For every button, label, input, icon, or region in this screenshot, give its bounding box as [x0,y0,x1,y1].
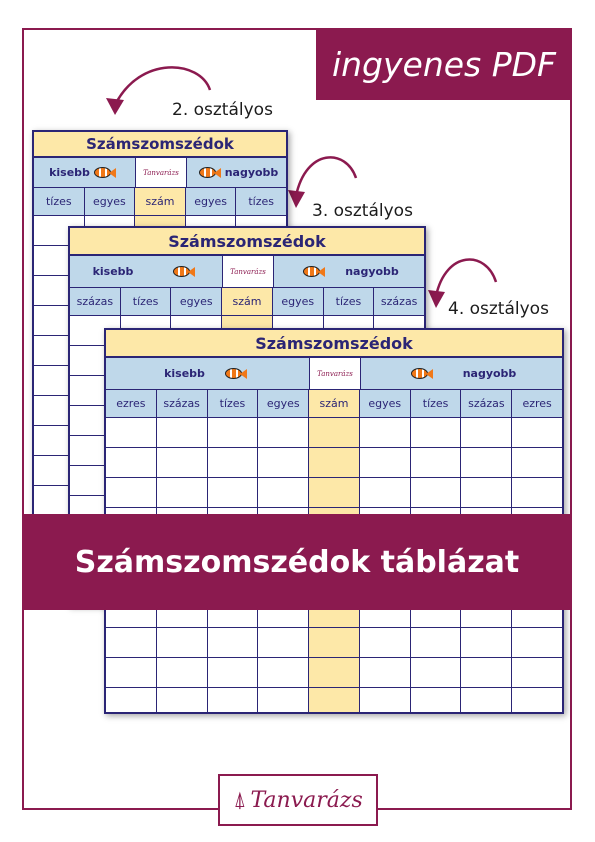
column-header: tízes [121,288,172,315]
column-header: szám [222,288,273,315]
column-header: százas [70,288,121,315]
free-pdf-badge[interactable]: ingyenes PDF [316,28,572,100]
clownfish-icon [199,166,221,179]
smaller-label: kisebb [92,265,134,278]
column-header: ezres [106,390,157,417]
column-header: százas [157,390,208,417]
mini-logo: Tanvarázs [310,358,361,389]
brand-logo[interactable] [218,774,378,826]
clownfish-icon [225,367,247,380]
larger-label: nagyobb [224,166,279,179]
smaller-header [34,158,136,187]
column-header: szám [135,188,186,215]
column-header: szám [309,390,360,417]
column-header: egyes [360,390,411,417]
larger-label: nagyobb [345,265,399,278]
column-header: tízes [236,188,286,215]
clownfish-icon [94,166,116,179]
column-header: tízes [34,188,85,215]
column-header: tízes [208,390,259,417]
brand-name: Tanvarázs [250,787,363,813]
sheet-header-row [70,256,424,288]
sheet-title: Számszomszédok [34,132,286,158]
column-header-row [34,188,286,216]
sheet-title: Számszomszédok [70,228,424,256]
column-header: egyes [186,188,237,215]
smaller-label: kisebb [164,367,205,380]
smaller-label: kisebb [49,166,90,179]
clownfish-icon [303,265,325,278]
column-header: egyes [273,288,324,315]
clownfish-icon [411,367,433,380]
grade-3-label: 3. osztályos [312,201,413,221]
column-header: tízes [324,288,375,315]
column-header: tízes [411,390,462,417]
column-header-row [106,390,562,418]
column-header: egyes [258,390,309,417]
larger-header [274,256,424,287]
sheet-title: Számszomszédok [106,330,562,358]
curved-arrow-icon [286,148,366,218]
grade-4-label: 4. osztályos [448,299,549,319]
column-header: százas [461,390,512,417]
sheet-header-row [106,358,562,390]
column-header: százas [374,288,424,315]
grade-2-label: 2. osztályos [172,100,273,120]
curved-arrow-icon [424,250,504,320]
larger-header [187,158,286,187]
clownfish-icon [173,265,195,278]
column-header: egyes [85,188,136,215]
curved-arrow-icon [100,60,220,120]
mini-logo: Tanvarázs [223,256,274,287]
larger-label: nagyobb [462,367,517,380]
column-header: ezres [512,390,562,417]
smaller-header [106,358,310,389]
book-logo-icon: ⍋ [233,787,247,813]
column-header: egyes [171,288,222,315]
smaller-header [70,256,223,287]
mini-logo: Tanvarázs [136,158,187,187]
larger-header [361,358,562,389]
sheet-header-row [34,158,286,188]
column-header-row [70,288,424,316]
page-title-banner: Számszomszédok táblázat [22,514,572,610]
